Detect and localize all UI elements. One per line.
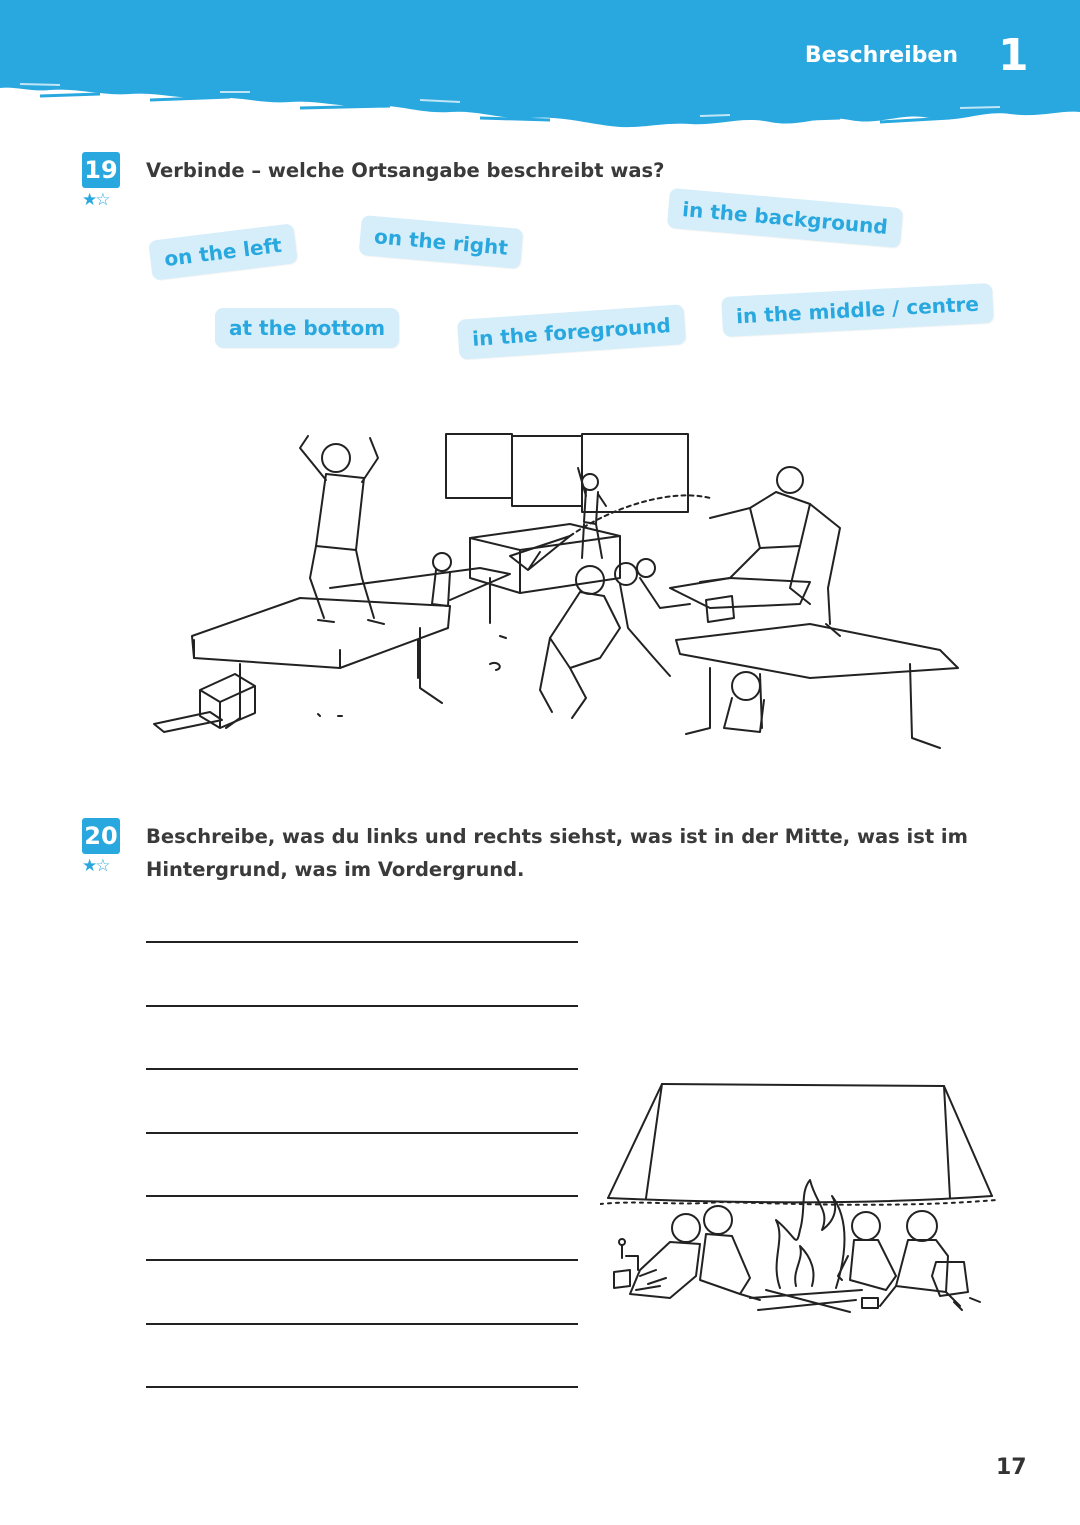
answer-line[interactable] (146, 1132, 578, 1134)
exercise-19-difficulty-stars: ★☆ (82, 190, 109, 210)
answer-line[interactable] (146, 1386, 578, 1388)
exercise-20-number: 20 (82, 818, 120, 854)
chip-on-the-right[interactable]: on the right (359, 215, 524, 269)
page-number: 17 (996, 1455, 1027, 1480)
campfire-tent-illustration (600, 1080, 1000, 1330)
answer-line[interactable] (146, 1323, 578, 1325)
answer-line[interactable] (146, 1195, 578, 1197)
exercise-19-instruction: Verbinde – welche Ortsangabe beschreibt was? (146, 159, 665, 182)
answer-line[interactable] (146, 1068, 578, 1070)
answer-line[interactable] (146, 941, 578, 943)
answer-line[interactable] (146, 1259, 578, 1261)
brush-stroke-banner (0, 0, 1080, 140)
chip-at-the-bottom[interactable]: at the bottom (215, 308, 399, 348)
chapter-title: Beschreiben (804, 43, 958, 68)
exercise-20-instruction-line-1: Beschreibe, was du links und rechts siehst, was ist in der Mitte, was ist im (146, 825, 968, 848)
chip-in-the-foreground[interactable]: in the foreground (457, 304, 686, 360)
classroom-chaos-illustration (150, 428, 970, 758)
chip-in-the-middle-centre[interactable]: in the middle / centre (721, 283, 994, 337)
exercise-20-instruction-line-2: Hintergrund, was im Vordergrund. (146, 858, 525, 881)
chip-on-the-left[interactable]: on the left (148, 223, 298, 280)
exercise-20-difficulty-stars: ★☆ (82, 856, 109, 876)
chapter-number: 1 (998, 30, 1029, 81)
chip-in-the-background[interactable]: in the background (667, 188, 904, 248)
header-banner (0, 0, 1080, 140)
answer-line[interactable] (146, 1005, 578, 1007)
exercise-19-number: 19 (82, 152, 120, 188)
